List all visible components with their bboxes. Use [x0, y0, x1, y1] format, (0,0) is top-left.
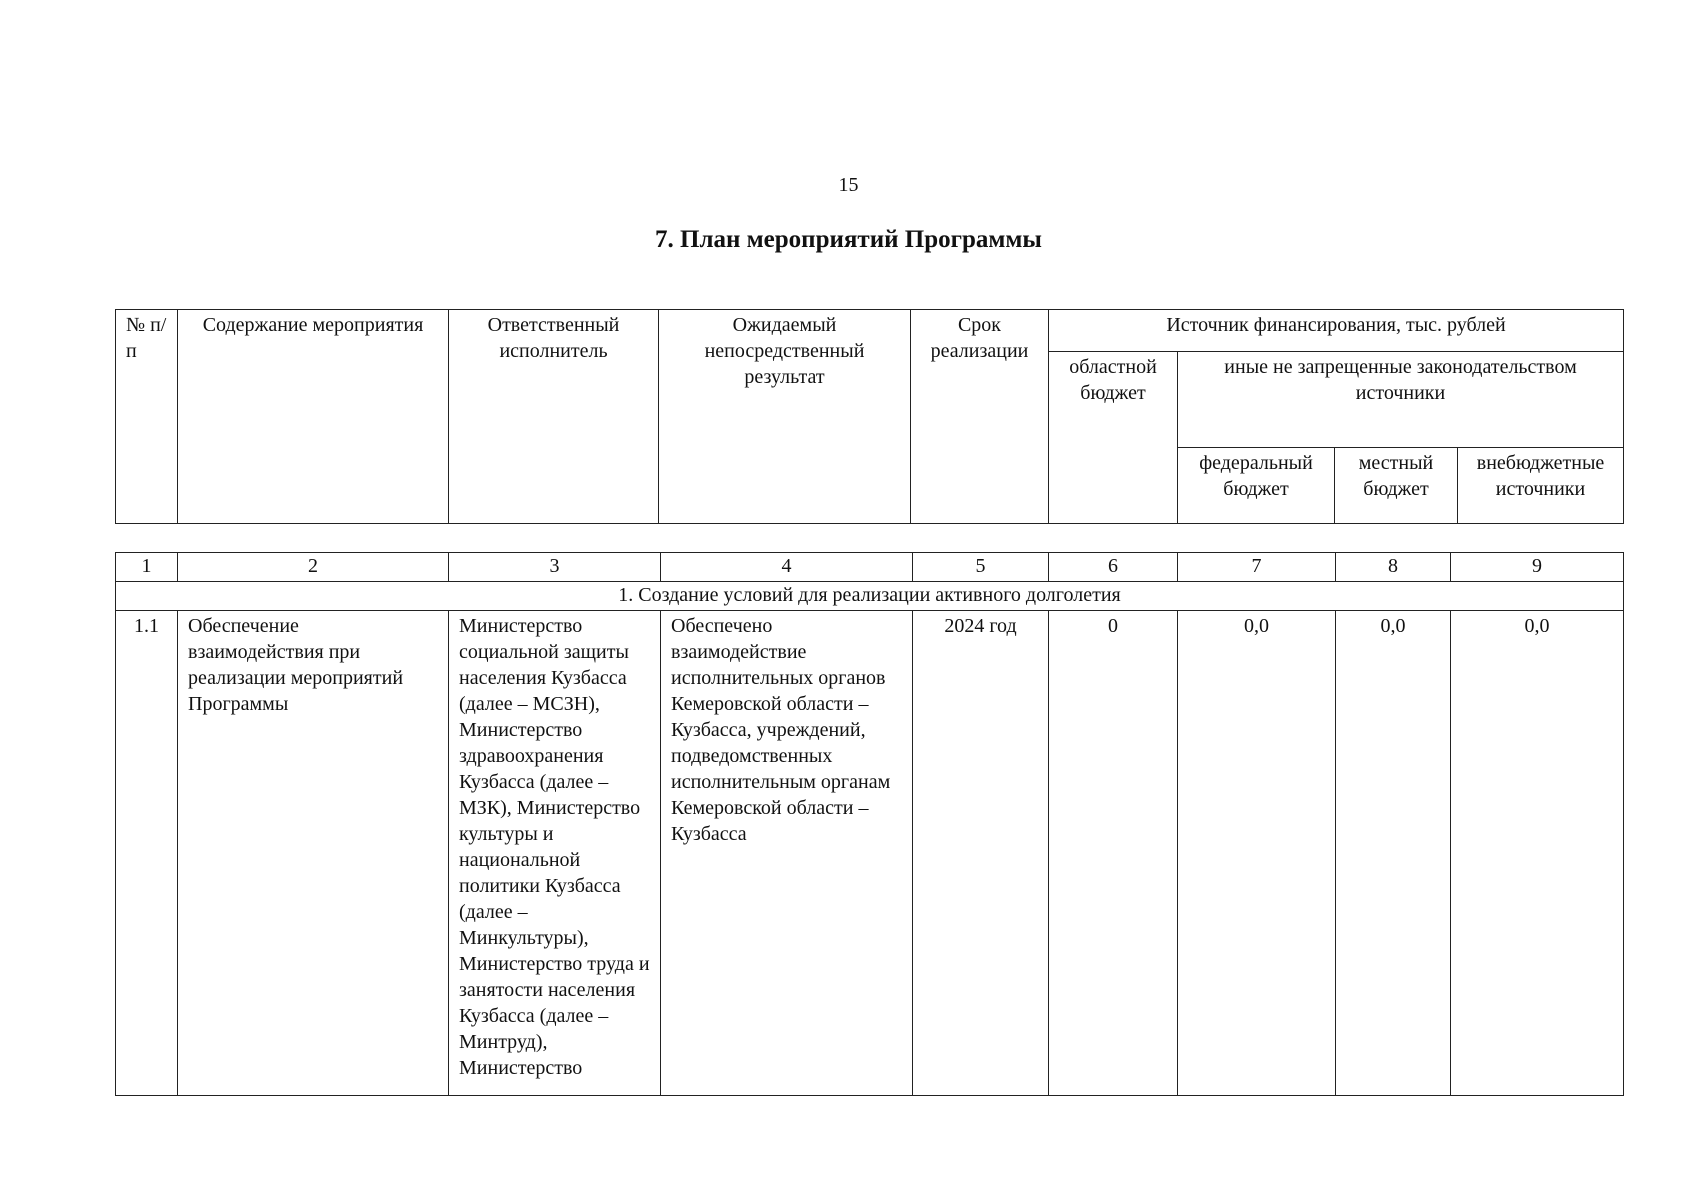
column-number: 7 — [1178, 553, 1336, 582]
column-number: 4 — [661, 553, 913, 582]
column-number: 1 — [116, 553, 178, 582]
header-local: местный бюджет — [1335, 448, 1458, 524]
header-num: № п/п — [116, 310, 178, 524]
header-result: Ожидаемый непосредственный результат — [659, 310, 911, 524]
column-number: 3 — [449, 553, 661, 582]
header-content: Содержание мероприятия — [178, 310, 449, 524]
column-number: 2 — [178, 553, 449, 582]
page-title: 7. План мероприятий Программы — [655, 226, 1042, 253]
row-extrabudget: 0,0 — [1451, 611, 1624, 1096]
row-content: Обеспечение взаимодействия при реализации мероприятий Программы — [178, 611, 449, 1096]
row-responsible: Министерство социальной защиты населения Кузбасса (далее – МСЗН), Министерство здравоохранения Кузбасса (далее – МЗК), Министерство культуры и национальной политики Кузбасса (далее – Минкультуры), Министерство труда и занятости населения Кузбасса (далее – Минтруд), Министерство — [449, 611, 661, 1096]
header-funding: Источник финансирования, тыс. рублей — [1049, 310, 1624, 352]
header-table — [115, 309, 1624, 524]
row-term: 2024 год — [913, 611, 1049, 1096]
row-local: 0,0 — [1336, 611, 1451, 1096]
table-row — [116, 611, 1624, 1096]
row-result: Обеспечено взаимодействие исполнительных органов Кемеровской области – Кузбасса, учреждений, подведомственных исполнительным органам Кемеровской области – Кузбасса — [661, 611, 913, 1096]
column-number-row — [116, 553, 1624, 582]
header-extrabudget: внебюджетные источники — [1458, 448, 1624, 524]
column-number: 9 — [1451, 553, 1624, 582]
column-number: 6 — [1049, 553, 1178, 582]
column-number: 5 — [913, 553, 1049, 582]
header-responsible: Ответственный исполнитель — [449, 310, 659, 524]
header-other: иные не запрещенные законодательством источники — [1178, 352, 1624, 448]
row-federal: 0,0 — [1178, 611, 1336, 1096]
row-num: 1.1 — [116, 611, 178, 1096]
column-number: 8 — [1336, 553, 1451, 582]
page-number: 15 — [838, 174, 859, 196]
row-regional: 0 — [1049, 611, 1178, 1096]
section-title: 1. Создание условий для реализации активного долголетия — [116, 582, 1624, 611]
header-term: Срок реализации — [911, 310, 1049, 524]
header-regional: областной бюджет — [1049, 352, 1178, 524]
section-row — [116, 582, 1624, 611]
header-federal: федеральный бюджет — [1178, 448, 1335, 524]
plan-table — [115, 552, 1624, 1096]
